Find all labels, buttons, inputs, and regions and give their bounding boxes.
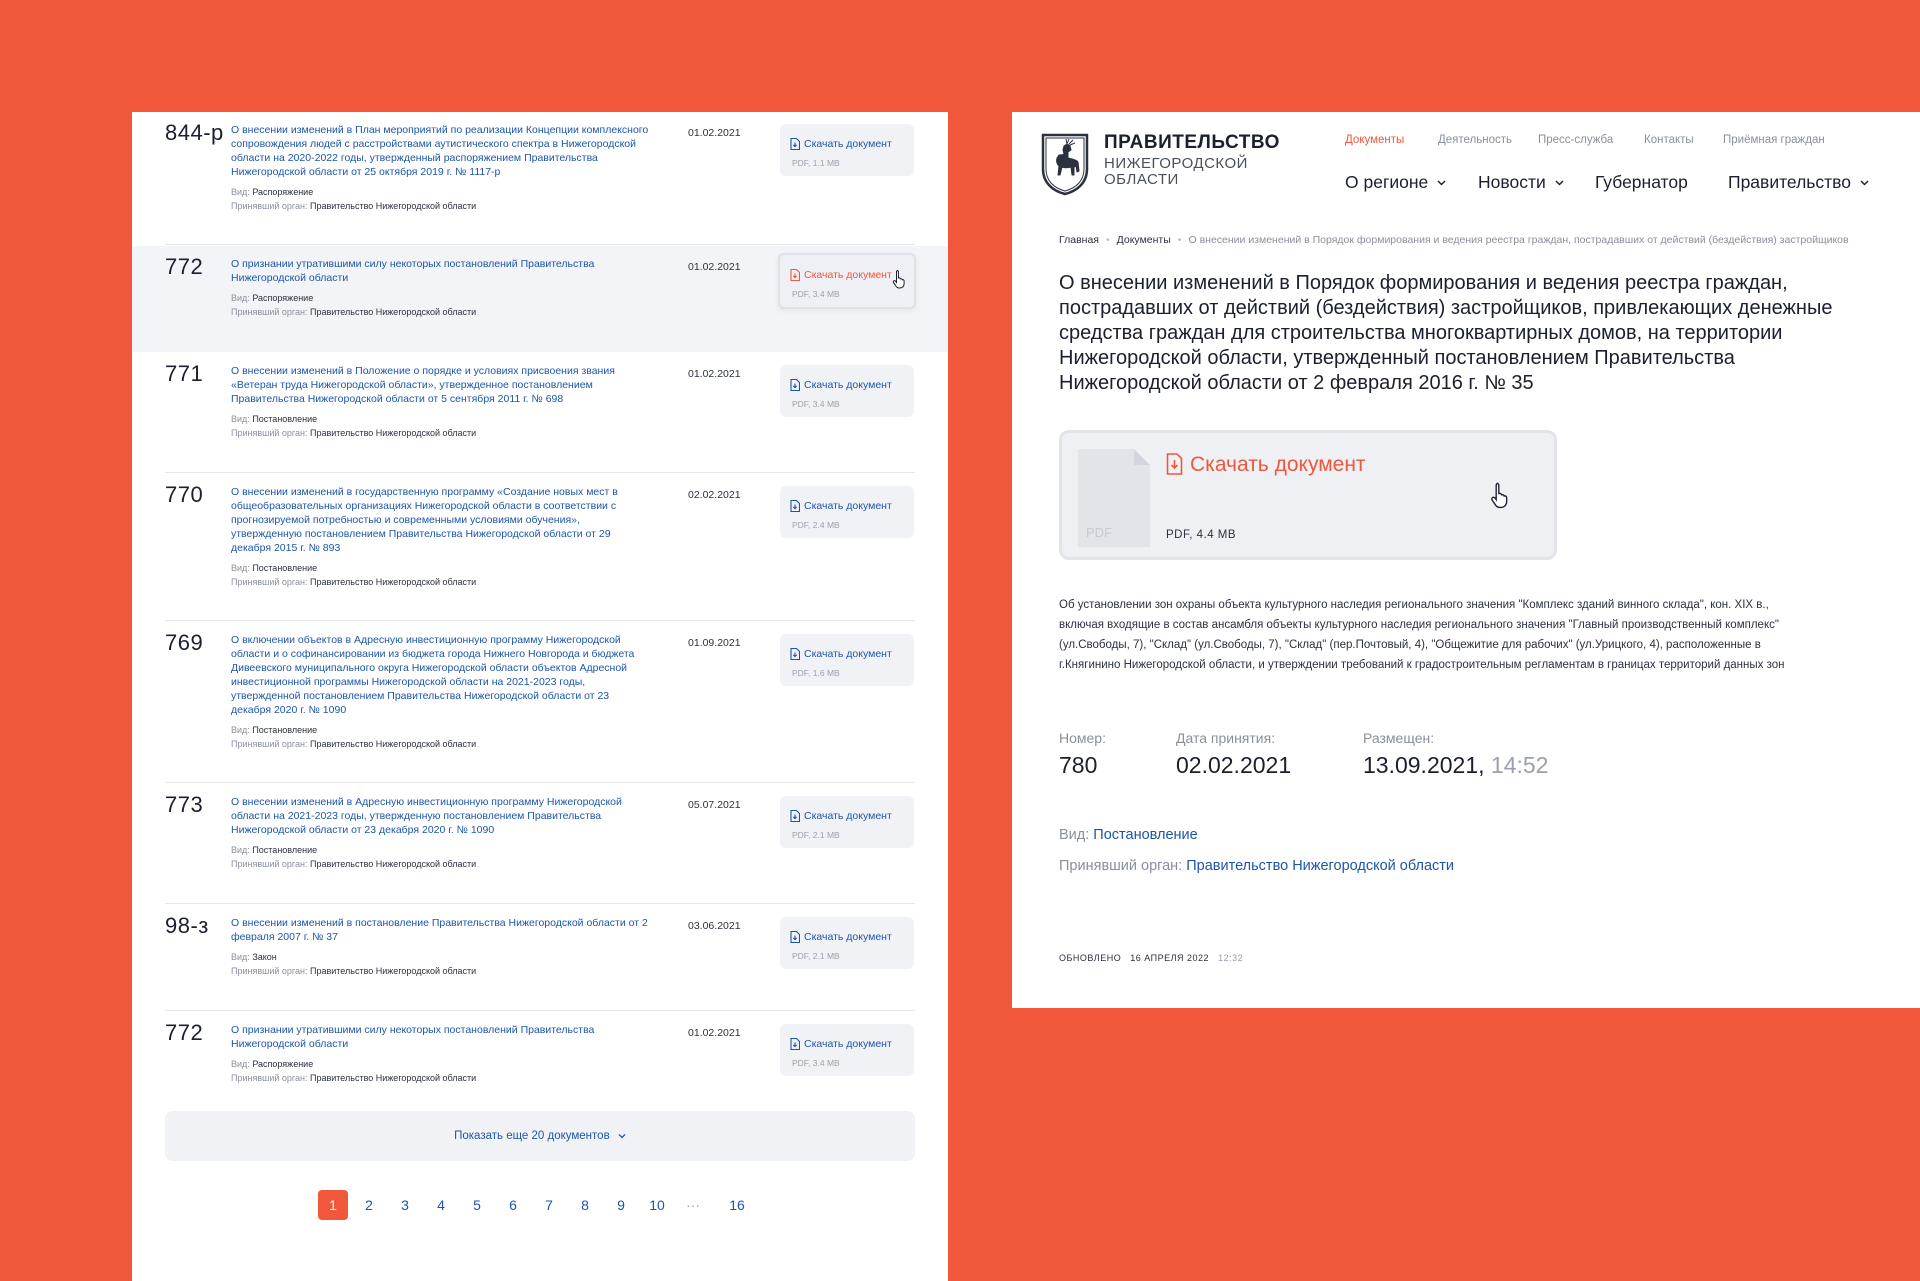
doc-title-block bbox=[231, 916, 651, 978]
nav-label: Правительство bbox=[1728, 172, 1852, 192]
page-ellipsis: ··· bbox=[686, 1197, 700, 1213]
meta-org-label: Принявший орган: bbox=[231, 859, 308, 869]
top-link-reception[interactable]: Приёмная граждан bbox=[1723, 134, 1825, 146]
doc-title-link[interactable]: О внесении изменений в Адресную инвестиционную программу Нижегородской области на 2021-2023 годы, утвержденную постановлением Правительства Нижегородской области от 23 декабря 2020 г. № 1090 bbox=[231, 796, 622, 836]
chevron-down-icon bbox=[1437, 180, 1446, 186]
doc-meta bbox=[231, 291, 651, 319]
nav-label: О регионе bbox=[1345, 172, 1429, 192]
show-more-button[interactable] bbox=[165, 1111, 915, 1161]
doc-meta bbox=[231, 843, 651, 871]
download-label: Скачать документ bbox=[804, 810, 892, 822]
org-label: Принявший орган: bbox=[1059, 858, 1183, 874]
doc-number: 772 bbox=[165, 1020, 204, 1045]
doc-title-block bbox=[231, 633, 651, 751]
divider bbox=[165, 620, 915, 621]
file-size: PDF, 3.4 MB bbox=[792, 289, 840, 299]
download-label: Скачать документ bbox=[1190, 453, 1366, 476]
meta-kind-label: Вид: bbox=[231, 725, 250, 735]
doc-meta bbox=[231, 950, 651, 978]
number-label: Номер: bbox=[1059, 730, 1106, 746]
divider bbox=[165, 782, 915, 783]
file-download-icon bbox=[790, 138, 800, 150]
list-item bbox=[132, 905, 948, 1011]
meta-kind-label: Вид: bbox=[231, 952, 250, 962]
date-value: 02.02.2021 bbox=[1176, 752, 1292, 778]
breadcrumb-home[interactable]: Главная bbox=[1059, 234, 1099, 246]
breadcrumb-documents[interactable]: Документы bbox=[1116, 234, 1171, 246]
date-label: Дата принятия: bbox=[1176, 730, 1276, 746]
meta-org-value: Правительство Нижегородской области bbox=[310, 966, 477, 976]
list-item bbox=[132, 112, 948, 245]
nav-label: Новости bbox=[1478, 172, 1546, 192]
deer-coat-of-arms-logo[interactable] bbox=[1040, 132, 1090, 196]
meta-org-label: Принявший орган: bbox=[231, 1073, 308, 1083]
doc-number: 772 bbox=[165, 254, 204, 279]
nav-region[interactable] bbox=[1345, 172, 1446, 193]
pdf-file-icon bbox=[1078, 449, 1150, 547]
kind-value-link[interactable]: Постановление bbox=[1093, 827, 1198, 843]
posted-label: Размещен: bbox=[1363, 730, 1435, 746]
brand-subtitle-line: ОБЛАСТИ bbox=[1104, 171, 1179, 188]
download-button[interactable] bbox=[780, 917, 914, 969]
download-button[interactable] bbox=[780, 486, 914, 538]
pointer-cursor-icon bbox=[1490, 481, 1512, 509]
meta-org-value: Правительство Нижегородской области bbox=[310, 307, 477, 317]
download-label: Скачать документ bbox=[804, 269, 892, 281]
page-3[interactable]: 3 bbox=[401, 1197, 409, 1213]
top-link-activity[interactable]: Деятельность bbox=[1438, 134, 1513, 146]
top-link-contacts[interactable]: Контакты bbox=[1644, 134, 1694, 146]
doc-title-block bbox=[231, 257, 651, 319]
doc-title-link[interactable]: О внесении изменений в постановление Правительства Нижегородской области от 2 февраля 2007 г. № 37 bbox=[231, 917, 648, 943]
doc-title-link[interactable]: О признании утратившими силу некоторых постановлений Правительства Нижегородской области bbox=[231, 258, 595, 284]
download-button[interactable] bbox=[780, 634, 914, 686]
page-2[interactable]: 2 bbox=[365, 1197, 373, 1213]
doc-title-link[interactable]: О включении объектов в Адресную инвестиционную программу Нижегородской области и о софинансировании из бюджета города Нижнего Новгорода и бюджета Дивеевского муниципального округа Нижегородской области объектов Адресной инвестиционной программы Нижегородской области на 2021-2023 годы, утвержденной постановлением Правительства Нижегородской области от 23 декабря 2020 г. № 1090 bbox=[231, 634, 635, 716]
page-5[interactable]: 5 bbox=[473, 1197, 481, 1213]
file-size: PDF, 4.4 MB bbox=[1166, 529, 1237, 541]
breadcrumb bbox=[1059, 234, 1849, 246]
download-button[interactable] bbox=[780, 796, 914, 848]
download-button[interactable] bbox=[780, 124, 914, 176]
doc-meta bbox=[231, 412, 651, 440]
meta-kind-value: Постановление bbox=[252, 563, 318, 573]
doc-number: 771 bbox=[165, 361, 204, 386]
show-more-label: Показать еще 20 документов bbox=[454, 1130, 610, 1142]
download-label: Скачать документ bbox=[804, 138, 892, 150]
chevron-down-icon bbox=[618, 1133, 626, 1139]
doc-date: 02.02.2021 bbox=[688, 489, 741, 501]
meta-kind-label: Вид: bbox=[231, 293, 250, 303]
file-size: PDF, 3.4 MB bbox=[792, 1058, 840, 1068]
nav-government[interactable] bbox=[1728, 172, 1869, 193]
kind-label: Вид: bbox=[1059, 827, 1090, 843]
posted-date: 13.09.2021, bbox=[1363, 752, 1485, 778]
doc-title-block bbox=[231, 485, 651, 589]
meta-kind-label: Вид: bbox=[231, 845, 250, 855]
download-button[interactable] bbox=[780, 365, 914, 417]
file-download-icon bbox=[790, 648, 800, 660]
doc-title-link[interactable]: О внесении изменений в План мероприятий по реализации Концепции комплексного сопровождения людей с расстройствами аутистического спектра в Нижегородской области на 2020-2022 годы, утвержденный распоряжением Правительства Нижегородской области от 25 октября 2019 г. № 1117-р bbox=[231, 124, 649, 178]
file-size: PDF, 1.1 MB bbox=[792, 158, 840, 168]
nav-label: Губернатор bbox=[1595, 172, 1688, 192]
top-link-press[interactable]: Пресс-служба bbox=[1538, 134, 1614, 146]
meta-org-label: Принявший орган: bbox=[231, 428, 308, 438]
org-row bbox=[1059, 858, 1454, 874]
posted-time: 14:52 bbox=[1490, 752, 1549, 778]
doc-number: 98-з bbox=[165, 913, 209, 938]
updated-info bbox=[1059, 953, 1243, 963]
file-download-icon bbox=[790, 810, 800, 822]
list-item bbox=[132, 1012, 948, 1102]
doc-title-block bbox=[231, 1023, 651, 1085]
page-7[interactable]: 7 bbox=[545, 1197, 553, 1213]
file-size: PDF, 1.6 MB bbox=[792, 668, 840, 678]
meta-org-value: Правительство Нижегородской области bbox=[310, 577, 477, 587]
doc-date: 01.02.2021 bbox=[688, 368, 741, 380]
meta-org-value: Правительство Нижегородской области bbox=[310, 739, 477, 749]
updated-date: 16 АПРЕЛЯ 2022 bbox=[1130, 953, 1210, 963]
nav-news[interactable] bbox=[1478, 172, 1564, 193]
doc-title-link[interactable]: О внесении изменений в государственную программу «Создание новых мест в общеобразовательных организациях Нижегородской области в соответствии с прогнозируемой потребностью и современными условиями обучения», утвержденную постановлением Правительства Нижегородской области от 29 декабря 2015 г. № 893 bbox=[231, 486, 618, 554]
pointer-cursor-icon bbox=[892, 269, 908, 289]
doc-date: 05.07.2021 bbox=[688, 799, 741, 811]
meta-org-value: Правительство Нижегородской области bbox=[310, 1073, 477, 1083]
page-4[interactable]: 4 bbox=[437, 1197, 445, 1213]
meta-kind-label: Вид: bbox=[231, 1059, 250, 1069]
meta-org-label: Принявший орган: bbox=[231, 201, 308, 211]
meta-org-label: Принявший орган: bbox=[231, 739, 308, 749]
chevron-down-icon bbox=[1555, 180, 1564, 186]
file-download-icon bbox=[790, 269, 800, 281]
meta-kind-value: Постановление bbox=[252, 414, 318, 424]
breadcrumb-separator: • bbox=[1177, 234, 1182, 246]
doc-title-block bbox=[231, 364, 651, 440]
posted-value bbox=[1363, 752, 1548, 779]
brand-title: ПРАВИТЕЛЬСТВО bbox=[1104, 132, 1280, 153]
file-size: PDF, 3.4 MB bbox=[792, 399, 840, 409]
top-link-documents[interactable]: Документы bbox=[1345, 134, 1405, 146]
doc-date: 03.06.2021 bbox=[688, 920, 741, 932]
download-label: Скачать документ bbox=[804, 931, 892, 943]
meta-kind-value: Постановление bbox=[252, 725, 318, 735]
page-last[interactable]: 16 bbox=[729, 1197, 745, 1213]
chevron-down-icon bbox=[1860, 180, 1869, 186]
page-8[interactable]: 8 bbox=[581, 1197, 589, 1213]
file-size: PDF, 2.1 MB bbox=[792, 830, 840, 840]
doc-date: 01.02.2021 bbox=[688, 1027, 741, 1039]
page-6[interactable]: 6 bbox=[509, 1197, 517, 1213]
updated-label: ОБНОВЛЕНО bbox=[1059, 953, 1122, 963]
download-label: Скачать документ bbox=[804, 379, 892, 391]
doc-meta bbox=[231, 723, 651, 751]
document-description: Об установлении зон охраны объекта культурного наследия регионального значения "Комплекс зданий винного склада", кон. XIX в., включая входящие в состав ансамбля объекты культурного наследия регионального значения "Главный производственный комплекс" (ул.Свободы, 7), "Склад" (ул.Свободы, 7), "Склад" (пер.Почтовый, 4), "Общежитие для рабочих" (ул.Урицкого, 4), расположенные в г.Княгинино Нижегородской области, и утверждении требований к градостроительным регламентам в границах территорий данных зон bbox=[1059, 599, 1785, 671]
file-size: PDF, 2.4 MB bbox=[792, 520, 840, 530]
file-download-icon bbox=[790, 500, 800, 512]
list-item bbox=[132, 622, 948, 783]
doc-meta bbox=[231, 185, 651, 213]
meta-kind-value: Постановление bbox=[252, 845, 318, 855]
brand-subtitle bbox=[1104, 156, 1248, 188]
meta-org-label: Принявший орган: bbox=[231, 307, 308, 317]
document-detail-panel bbox=[1012, 112, 1920, 1008]
breadcrumb-current: О внесении изменений в Порядок формирования и ведения реестра граждан, пострадавших от действий (бездействия) застройщиков bbox=[1188, 234, 1849, 246]
list-item bbox=[132, 474, 948, 621]
list-item bbox=[132, 246, 948, 352]
file-download-icon bbox=[1166, 453, 1183, 475]
download-document-card[interactable] bbox=[1059, 430, 1557, 560]
download-button[interactable] bbox=[778, 253, 916, 309]
divider bbox=[165, 903, 915, 904]
meta-org-value: Правительство Нижегородской области bbox=[310, 201, 477, 211]
page-1[interactable]: 1 bbox=[318, 1190, 348, 1220]
meta-org-value: Правительство Нижегородской области bbox=[310, 428, 477, 438]
doc-date: 01.09.2021 bbox=[688, 637, 741, 649]
doc-number: 844-р bbox=[165, 120, 224, 145]
meta-org-label: Принявший орган: bbox=[231, 966, 308, 976]
download-label: Скачать документ bbox=[804, 1038, 892, 1050]
doc-meta bbox=[231, 1057, 651, 1085]
divider bbox=[165, 472, 915, 473]
file-download-icon bbox=[790, 1038, 800, 1050]
doc-title-link[interactable]: О признании утратившими силу некоторых постановлений Правительства Нижегородской области bbox=[231, 1024, 595, 1050]
page-title: О внесении изменений в Порядок формирования и ведения реестра граждан, пострадавших от действий (бездействия) застройщиков, привлекающих денежные средства граждан для строительства многоквартирных домов, на территории Нижегородской области, утвержденный постановлением Правительства Нижегородской области от 2 февраля 2016 г. № 35 bbox=[1059, 272, 1833, 394]
org-value-link[interactable]: Правительство Нижегородской области bbox=[1186, 858, 1455, 874]
doc-meta bbox=[231, 561, 651, 589]
page-10[interactable]: 10 bbox=[649, 1197, 665, 1213]
divider bbox=[165, 244, 915, 245]
breadcrumb-separator: • bbox=[1105, 234, 1110, 246]
list-item bbox=[132, 784, 948, 904]
meta-kind-label: Вид: bbox=[231, 414, 250, 424]
file-size: PDF, 2.1 MB bbox=[792, 951, 840, 961]
updated-time: 12:32 bbox=[1218, 953, 1244, 963]
meta-kind-label: Вид: bbox=[231, 563, 250, 573]
doc-number: 769 bbox=[165, 630, 204, 655]
divider bbox=[165, 1010, 915, 1011]
kind-row bbox=[1059, 827, 1198, 843]
meta-kind-value: Закон bbox=[252, 952, 277, 962]
doc-date: 01.02.2021 bbox=[688, 127, 741, 139]
meta-kind-value: Распоряжение bbox=[252, 293, 314, 303]
download-label: Скачать документ bbox=[804, 500, 892, 512]
meta-kind-label: Вид: bbox=[231, 187, 250, 197]
doc-title-link[interactable]: О внесении изменений в Положение о порядке и условиях присвоения звания «Ветеран труда Нижегородской области», утвержденное постановлением Правительства Нижегородской области от 5 сентября 2011 г. № 698 bbox=[231, 365, 615, 405]
doc-title-block bbox=[231, 795, 651, 871]
download-label: Скачать документ bbox=[804, 648, 892, 660]
nav-governor[interactable] bbox=[1595, 172, 1688, 193]
doc-date: 01.02.2021 bbox=[688, 261, 741, 273]
number-value: 780 bbox=[1059, 752, 1098, 778]
doc-number: 770 bbox=[165, 482, 204, 507]
meta-org-label: Принявший орган: bbox=[231, 577, 308, 587]
brand-subtitle-line: НИЖЕГОРОДСКОЙ bbox=[1104, 155, 1248, 172]
meta-org-value: Правительство Нижегородской области bbox=[310, 859, 477, 869]
list-item bbox=[132, 353, 948, 473]
doc-title-block bbox=[231, 123, 651, 213]
file-download-icon bbox=[790, 931, 800, 943]
page-9[interactable]: 9 bbox=[617, 1197, 625, 1213]
doc-number: 773 bbox=[165, 792, 204, 817]
pdf-badge-text: PDF bbox=[1086, 525, 1112, 540]
download-button[interactable] bbox=[780, 1024, 914, 1076]
meta-kind-value: Распоряжение bbox=[252, 1059, 314, 1069]
meta-kind-value: Распоряжение bbox=[252, 187, 314, 197]
documents-list-panel bbox=[132, 112, 948, 1281]
file-download-icon bbox=[790, 379, 800, 391]
